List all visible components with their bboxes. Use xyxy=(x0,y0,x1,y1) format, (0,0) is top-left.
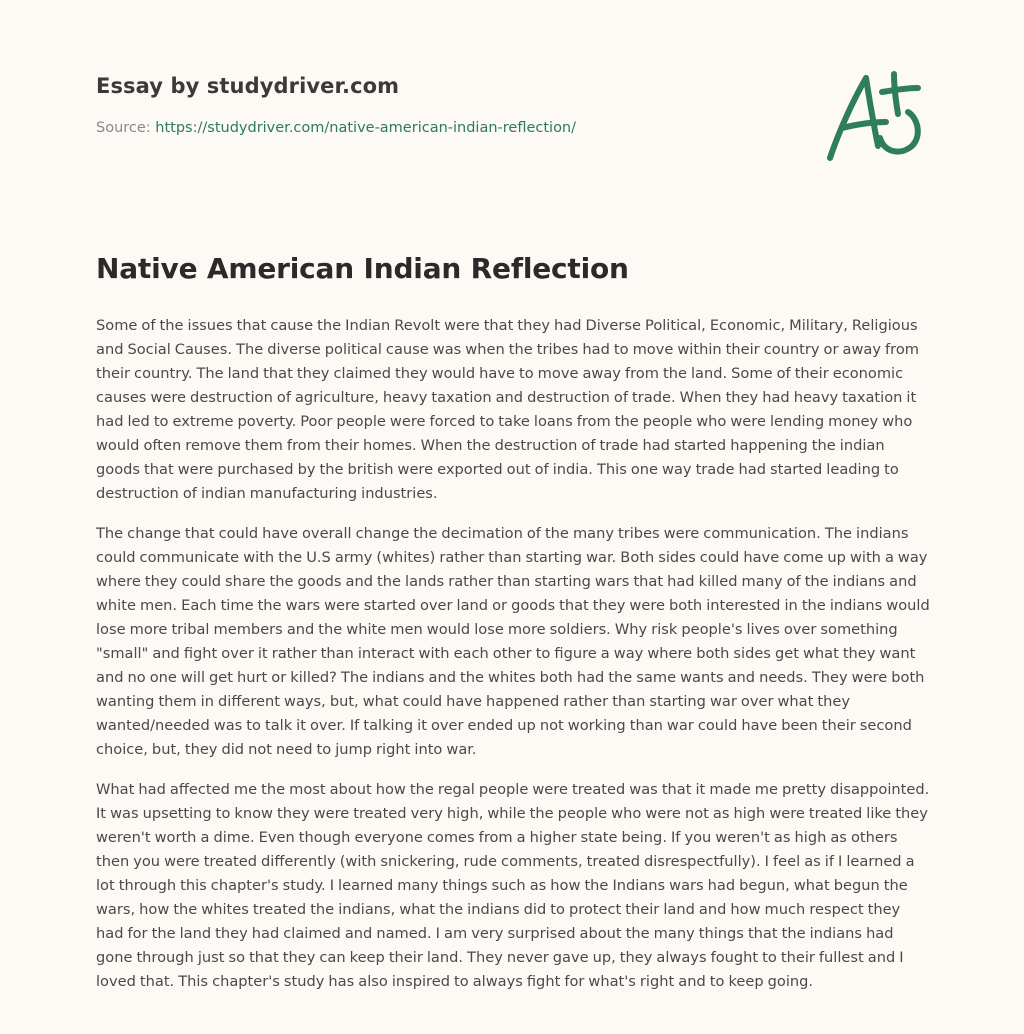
essay-title: Native American Indian Reflection xyxy=(96,252,629,285)
source-line xyxy=(96,120,928,136)
essay-paragraph: The change that could have overall change the decimation of the many tribes were communication. The indians could communicate with the U.S army (whites) rather than starting war. Both sides could have come up with a way where they could share the goods and the lands rather than starting wars that had killed many of the indians and white men. Each time the wars were started over land or goods that they were both interested in the indians would lose more tribal members and the white men would lose more soldiers. Why risk people's lives over something "small" and fight over it rather than interact with each other to figure a way where both sides get what they want and no one will get hurt or killed? The indians and the whites both had the same wants and needs. They were both wanting them in different ways, but, what could have happened rather than starting war over what they wanted/needed was to talk it over. If talking it over ended up not working than war could have been their second choice, but, they did not need to jump right into war. xyxy=(96,525,930,758)
essay-paragraph: What had affected me the most about how the regal people were treated was that it made me pretty disappointed. It was upsetting to know they were treated very high, while the people who were not as high were treated like they weren't worth a dime. Even though everyone comes from a higher state being. If you weren't as high as others then you were treated differently (with snickering, rude comments, treated disrespectfully). I feel as if I learned a lot through this chapter's study. I learned many things such as how the Indians wars had begun, what begun the wars, how the whites treated the indians, what the indians did to protect their land and how much respect they had for the land they had claimed and named. I am very surprised about the many things that the indians had gone through just so that they can keep their land. They never gave up, they always fought to their fullest and I loved that. This chapter's study has also inspired to always fight for what's right and to keep going. xyxy=(96,781,930,990)
page-header xyxy=(96,74,928,136)
essay-paragraph: Some of the issues that cause the Indian Revolt were that they had Diverse Political, Economic, Military, Religious and Social Causes. The diverse political cause was when the tribes had to move within their country or away from their country. The land that they claimed they would have to move away from the land. Some of their economic causes were destruction of agriculture, heavy taxation and destruction of trade. When they had heavy taxation it had led to extreme poverty. Poor people were forced to take loans from the people who were lending money who would often remove them from their homes. When the destruction of trade had started happening the indian goods that were purchased by the british were exported out of india. This one way trade had started leading to destruction of indian manufacturing industries. xyxy=(96,317,919,502)
source-label: Source: xyxy=(96,120,156,136)
source-link[interactable]: https://studydriver.com/native-american-indian-reflection/ xyxy=(155,120,577,136)
a-plus-grade-icon xyxy=(818,66,928,166)
site-brand: Essay by studydriver.com xyxy=(96,74,400,98)
essay-body xyxy=(96,314,930,1010)
